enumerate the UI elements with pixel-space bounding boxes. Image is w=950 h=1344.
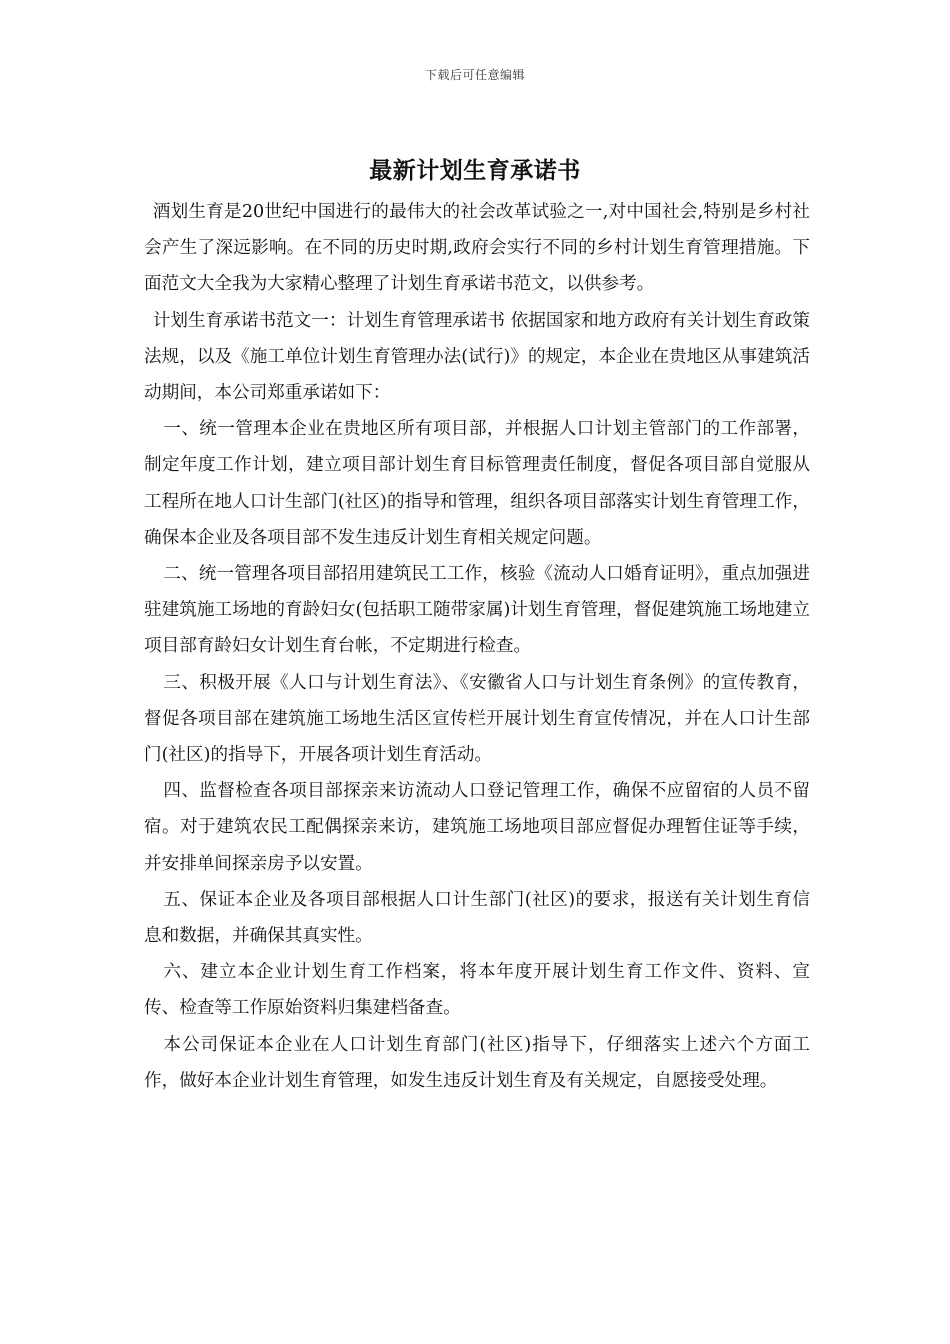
paragraph-item-5: 五、保证本企业及各项目部根据人口计生部门(社区)的要求，报送有关计划生育信息和数据，并确保其真实性。 (144, 889, 810, 947)
header-note: 下载后可任意编辑 (424, 68, 525, 82)
paragraph-item-3: 三、积极开展《人口与计划生育法》、《安徽省人口与计划生育条例》的宣传教育，督促各项目部在建筑施工场地生活区宣传栏开展计划生育宣传情况，并在人口计生部门(社区)的指导下，开展各项计划生育活动。 (144, 672, 810, 766)
document-body (144, 194, 810, 1099)
paragraph-closing: 本公司保证本企业在人口计划生育部门(社区)指导下，仔细落实上述六个方面工作，做好本企业计划生育管理，如发生违反计划生育及有关规定，自愿接受处理。 (144, 1034, 810, 1091)
paragraph-item-4: 四、监督检查各项目部探亲来访流动人口登记管理工作，确保不应留宿的人员不留宿。对于建筑农民工配偶探亲来访，建筑施工场地项目部应督促办理暂住证等手续，并安排单间探亲房予以安置。 (144, 781, 810, 874)
paragraph-intro: 酒划生育是20世纪中国进行的最伟大的社会改革试验之一,对中国社会,特别是乡村社会产生了深远影响。在不同的历史时期,政府会实行不同的乡村计划生育管理措施。下面范文大全我为大家精心整理了计划生育承诺书范文，以供参考。 (144, 202, 810, 295)
paragraph-item-1: 一、统一管理本企业在贵地区所有项目部，并根据人口计划主管部门的工作部署，制定年度工作计划，建立项目部计划生育目标管理责任制度，督促各项目部自觉服从工程所在地人口计生部门(社区)的指导和管理，组织各项目部落实计划生育管理工作，确保本企业及各项目部不发生违反计划生育相关规定问题。 (144, 419, 810, 548)
paragraph-item-2: 二、统一管理各项目部招用建筑民工工作，核验《流动人口婚育证明》，重点加强进驻建筑施工场地的育龄妇女(包括职工随带家属)计划生育管理，督促建筑施工场地建立项目部育龄妇女计划生育台帐，不定期进行检查。 (144, 564, 810, 657)
document-title: 最新计划生育承诺书 (369, 158, 581, 184)
paragraph-item-6: 六、建立本企业计划生育工作档案，将本年度开展计划生育工作文件、资料、宣传、检查等工作原始资料归集建档备查。 (144, 962, 810, 1019)
paragraph-commitment-lead: 计划生育承诺书范文一：计划生育管理承诺书 依据国家和地方政府有关计划生育政策法规，以及《施工单位计划生育管理办法(试行)》的规定，本企业在贵地区从事建筑活动期间，本公司郑重承诺如下： (144, 310, 810, 404)
